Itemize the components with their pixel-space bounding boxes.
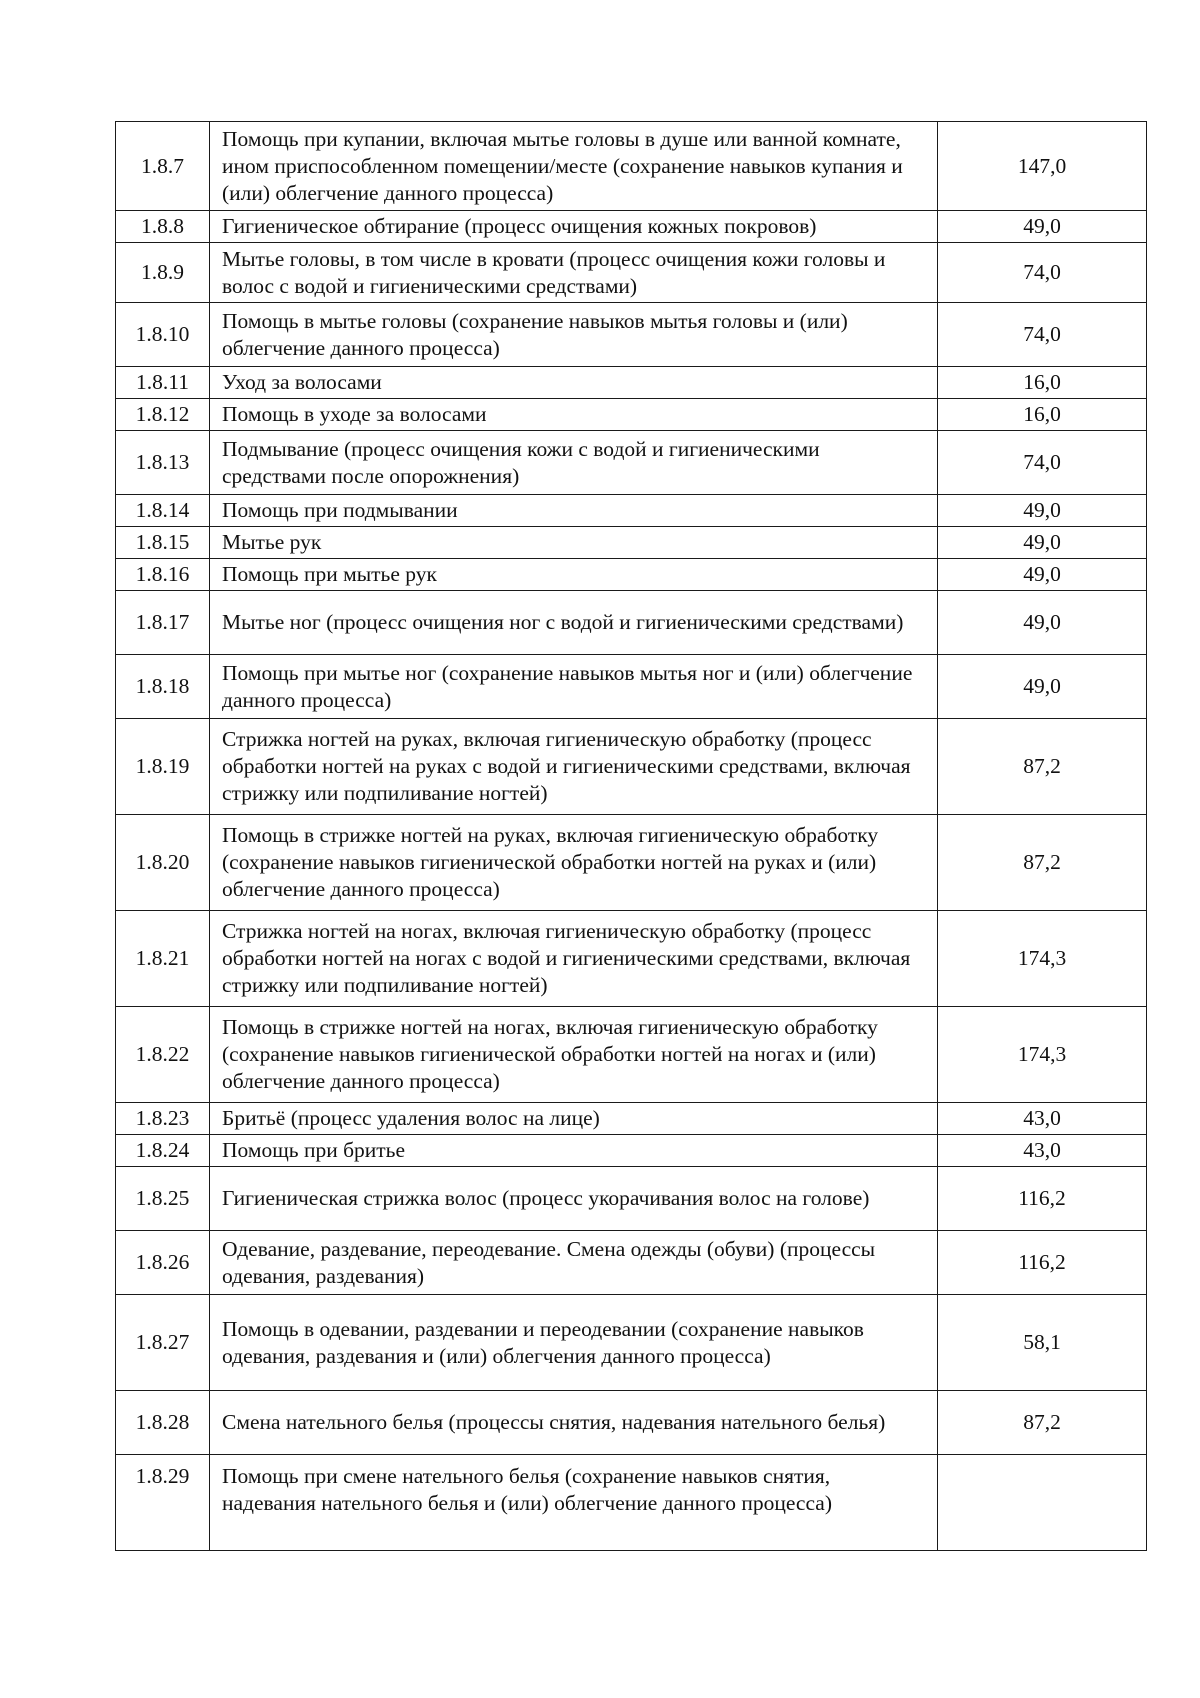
row-number: 1.8.8 — [116, 211, 210, 243]
row-price: 87,2 — [938, 1391, 1147, 1455]
row-price: 174,3 — [938, 1007, 1147, 1103]
row-number: 1.8.13 — [116, 431, 210, 495]
table-row — [116, 211, 1147, 243]
row-description: Помощь в одевании, раздевании и переодевании (сохранение навыков одевания, раздевания и (или) облегчения данного процесса) — [210, 1295, 938, 1391]
row-description: Помощь при купании, включая мытье головы в душе или ванной комнате, ином приспособленном помещении/месте (сохранение навыков купания и (или) облегчение данного процесса) — [210, 122, 938, 211]
row-number: 1.8.26 — [116, 1231, 210, 1295]
row-description: Помощь в стрижке ногтей на руках, включая гигиеническую обработку (сохранение навыков гигиенической обработки ногтей на руках и (или) облегчение данного процесса) — [210, 815, 938, 911]
row-description: Бритьё (процесс удаления волос на лице) — [210, 1103, 938, 1135]
row-price: 49,0 — [938, 211, 1147, 243]
row-number: 1.8.25 — [116, 1167, 210, 1231]
row-number: 1.8.7 — [116, 122, 210, 211]
row-price: 16,0 — [938, 367, 1147, 399]
row-price: 74,0 — [938, 243, 1147, 303]
row-price: 116,2 — [938, 1167, 1147, 1231]
table-row — [116, 655, 1147, 719]
row-price: 116,2 — [938, 1231, 1147, 1295]
row-number: 1.8.12 — [116, 399, 210, 431]
table-row — [116, 1135, 1147, 1167]
table-row — [116, 1391, 1147, 1455]
row-number: 1.8.18 — [116, 655, 210, 719]
table-row — [116, 1007, 1147, 1103]
row-price: 87,2 — [938, 815, 1147, 911]
table-row — [116, 243, 1147, 303]
table-row — [116, 1103, 1147, 1135]
table-row — [116, 719, 1147, 815]
row-description: Помощь при мытье рук — [210, 559, 938, 591]
table-row — [116, 1231, 1147, 1295]
table-row — [116, 431, 1147, 495]
row-price: 43,0 — [938, 1135, 1147, 1167]
table-row — [116, 911, 1147, 1007]
row-description: Мытье ног (процесс очищения ног с водой и гигиеническими средствами) — [210, 591, 938, 655]
row-price: 49,0 — [938, 495, 1147, 527]
row-price: 58,1 — [938, 1295, 1147, 1391]
row-description: Мытье головы, в том числе в кровати (процесс очищения кожи головы и волос с водой и гигиеническими средствами) — [210, 243, 938, 303]
row-number: 1.8.17 — [116, 591, 210, 655]
row-number: 1.8.27 — [116, 1295, 210, 1391]
table-row — [116, 527, 1147, 559]
row-description: Помощь при смене нательного белья (сохранение навыков снятия, надевания нательного белья и (или) облегчение данного процесса) — [210, 1455, 938, 1551]
table-body — [116, 122, 1147, 1551]
row-description: Гигиеническая стрижка волос (процесс укорачивания волос на голове) — [210, 1167, 938, 1231]
row-price: 49,0 — [938, 527, 1147, 559]
row-price — [938, 1455, 1147, 1551]
row-number: 1.8.22 — [116, 1007, 210, 1103]
row-number: 1.8.28 — [116, 1391, 210, 1455]
row-description: Помощь в мытье головы (сохранение навыков мытья головы и (или) облегчение данного процесса) — [210, 303, 938, 367]
row-number: 1.8.9 — [116, 243, 210, 303]
row-price: 49,0 — [938, 655, 1147, 719]
row-description: Помощь при подмывании — [210, 495, 938, 527]
row-number: 1.8.10 — [116, 303, 210, 367]
row-description: Гигиеническое обтирание (процесс очищения кожных покровов) — [210, 211, 938, 243]
row-price: 43,0 — [938, 1103, 1147, 1135]
row-price: 74,0 — [938, 303, 1147, 367]
table-row — [116, 122, 1147, 211]
row-number: 1.8.23 — [116, 1103, 210, 1135]
row-description: Помощь при бритье — [210, 1135, 938, 1167]
row-price: 147,0 — [938, 122, 1147, 211]
table-row — [116, 1295, 1147, 1391]
row-description: Помощь в стрижке ногтей на ногах, включая гигиеническую обработку (сохранение навыков гигиенической обработки ногтей на ногах и (или) облегчение данного процесса) — [210, 1007, 938, 1103]
services-table — [115, 121, 1147, 1551]
table-row — [116, 815, 1147, 911]
table-row — [116, 367, 1147, 399]
row-price: 74,0 — [938, 431, 1147, 495]
row-price: 16,0 — [938, 399, 1147, 431]
row-description: Смена нательного белья (процессы снятия, надевания нательного белья) — [210, 1391, 938, 1455]
table-row — [116, 559, 1147, 591]
row-description: Одевание, раздевание, переодевание. Смена одежды (обуви) (процессы одевания, раздевания) — [210, 1231, 938, 1295]
row-number: 1.8.14 — [116, 495, 210, 527]
table-row — [116, 495, 1147, 527]
table-row — [116, 1167, 1147, 1231]
row-number: 1.8.21 — [116, 911, 210, 1007]
table-row — [116, 1455, 1147, 1551]
row-price: 87,2 — [938, 719, 1147, 815]
row-number: 1.8.29 — [116, 1455, 210, 1551]
row-description: Стрижка ногтей на ногах, включая гигиеническую обработку (процесс обработки ногтей на ногах с водой и гигиеническими средствами, включая стрижку или подпиливание ногтей) — [210, 911, 938, 1007]
row-description: Подмывание (процесс очищения кожи с водой и гигиеническими средствами после опорожнения) — [210, 431, 938, 495]
row-description: Мытье рук — [210, 527, 938, 559]
row-number: 1.8.20 — [116, 815, 210, 911]
row-number: 1.8.24 — [116, 1135, 210, 1167]
row-description: Стрижка ногтей на руках, включая гигиеническую обработку (процесс обработки ногтей на руках с водой и гигиеническими средствами, включая стрижку или подпиливание ногтей) — [210, 719, 938, 815]
row-price: 49,0 — [938, 591, 1147, 655]
row-description: Помощь в уходе за волосами — [210, 399, 938, 431]
row-number: 1.8.16 — [116, 559, 210, 591]
table-row — [116, 303, 1147, 367]
row-price: 174,3 — [938, 911, 1147, 1007]
table-row — [116, 399, 1147, 431]
row-price: 49,0 — [938, 559, 1147, 591]
row-number: 1.8.19 — [116, 719, 210, 815]
row-description: Уход за волосами — [210, 367, 938, 399]
row-number: 1.8.11 — [116, 367, 210, 399]
table-row — [116, 591, 1147, 655]
row-description: Помощь при мытье ног (сохранение навыков мытья ног и (или) облегчение данного процесса) — [210, 655, 938, 719]
row-number: 1.8.15 — [116, 527, 210, 559]
